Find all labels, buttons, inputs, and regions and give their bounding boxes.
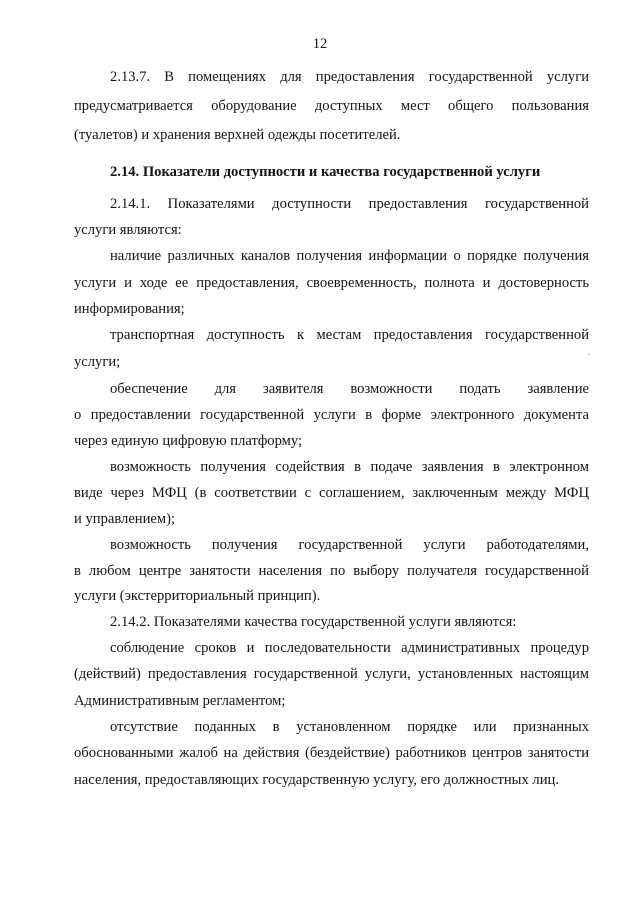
paragraph-channels-line-2: услуги и ходе ее предоставления, своевременность, полнота и достоверность [74, 275, 589, 291]
paragraph-2-14-1-line-2: услуги являются: [74, 222, 182, 238]
paragraph-employers-line-2: в любом центре занятости населения по выбору получателя государственной [74, 563, 589, 579]
paragraph-employers-line-3: услуги (экстерриториальный принцип). [74, 588, 321, 604]
paragraph-complaints-line-1: отсутствие поданных в установленном порядке или признанных [110, 719, 589, 735]
paragraph-channels-line-1: наличие различных каналов получения информации о порядке получения [110, 248, 589, 264]
paragraph-ensuring-line-2: о предоставлении государственной услуги в форме электронного документа [74, 407, 589, 423]
paragraph-complaints-line-2: обоснованными жалоб на действия (бездействие) работников центров занятости [74, 745, 589, 761]
paragraph-deadlines-line-2: (действий) предоставления государственной услуги, установленных настоящим [74, 666, 589, 682]
page-number: 12 [312, 36, 328, 52]
section-heading-2-14: 2.14. Показатели доступности и качества государственной услуги [110, 164, 541, 180]
paragraph-transport-line-1: транспортная доступность к местам предоставления государственной [110, 327, 589, 343]
paragraph-complaints-line-3: населения, предоставляющих государственную услугу, его должностных лиц. [74, 772, 559, 788]
paragraph-deadlines-line-1: соблюдение сроков и последовательности административных процедур [110, 640, 589, 656]
paragraph-employers-line-1: возможность получения государственной услуги работодателями, [110, 537, 589, 553]
paragraph-ensuring-line-1: обеспечение для заявителя возможности подать заявление [110, 381, 589, 397]
paragraph-transport-line-2: услуги; [74, 354, 121, 370]
paragraph-ensuring-line-3: через единую цифровую платформу; [74, 433, 303, 449]
scan-speck [588, 353, 590, 355]
paragraph-channels-line-3: информирования; [74, 301, 185, 317]
paragraph-2-13-7-line-1: 2.13.7. В помещениях для предоставления государственной услуги [110, 69, 589, 85]
paragraph-mfc-line-2: виде через МФЦ (в соответствии с соглашением, заключенным между МФЦ [74, 485, 589, 501]
paragraph-2-13-7-line-2: предусматривается оборудование доступных мест общего пользования [74, 98, 589, 114]
paragraph-2-14-1-line-1: 2.14.1. Показателями доступности предоставления государственной [110, 196, 589, 212]
paragraph-mfc-line-3: и управлением); [74, 511, 176, 527]
paragraph-2-14-2: 2.14.2. Показателями качества государственной услуги являются: [110, 614, 517, 630]
paragraph-deadlines-line-3: Административным регламентом; [74, 693, 286, 709]
paragraph-2-13-7-line-3: (туалетов) и хранения верхней одежды посетителей. [74, 127, 401, 143]
paragraph-mfc-line-1: возможность получения содействия в подаче заявления в электронном [110, 459, 589, 475]
